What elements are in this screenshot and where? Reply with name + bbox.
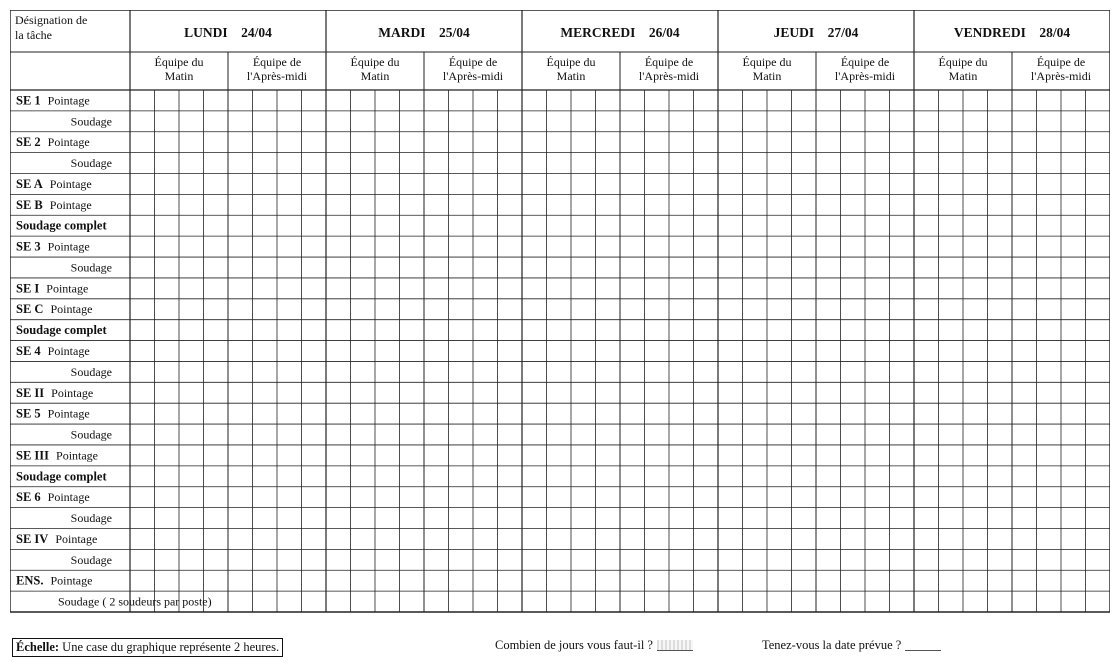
shift-afternoon-header: Équipe de	[644, 55, 694, 69]
task-label: Pointage	[46, 281, 89, 296]
shift-afternoon-header: Équipe de	[252, 55, 302, 69]
shift-afternoon-header-line2: l'Après-midi	[638, 69, 700, 83]
task-label: Soudage	[70, 114, 112, 129]
task-designation-header-line2: la tâche	[15, 28, 52, 42]
shift-afternoon-header-line2: l'Après-midi	[1030, 69, 1092, 83]
task-label: Pointage	[47, 344, 90, 358]
task-label: Pointage	[47, 490, 90, 505]
task-code: SE 5	[16, 406, 41, 421]
task-code: SE III	[16, 448, 50, 463]
shift-afternoon-header-line2: l'Après-midi	[246, 69, 308, 83]
day-header: MERCREDI 26/04	[560, 25, 680, 40]
day-header: LUNDI 24/04	[184, 25, 272, 40]
task-label: Soudage	[70, 552, 112, 567]
question-days-text: Combien de jours vous faut-il ?	[495, 638, 653, 652]
task-label: Pointage	[56, 448, 99, 463]
shift-afternoon-header: Équipe de	[1036, 55, 1086, 69]
scale-note	[12, 638, 283, 657]
task-label: Pointage	[47, 239, 90, 254]
task-code: SE II	[16, 385, 45, 400]
task-code: ENS.	[16, 573, 44, 588]
shift-morning-header: Équipe du	[154, 55, 204, 69]
shift-afternoon-header: Équipe de	[840, 55, 890, 69]
planning-grid	[10, 10, 1110, 622]
shift-afternoon-header: Équipe de	[448, 55, 498, 69]
day-header: JEUDI 27/04	[773, 25, 859, 40]
shift-morning-header-line2: Matin	[360, 69, 390, 83]
day-header: VENDREDI 28/04	[953, 25, 1071, 40]
task-code: Soudage complet	[16, 218, 107, 233]
task-label: Pointage	[49, 197, 92, 212]
task-label: Pointage	[51, 385, 94, 400]
task-label: Soudage	[70, 156, 112, 171]
task-label: Pointage	[47, 93, 90, 108]
task-label-long: Soudage ( 2 soudeurs par poste)	[58, 594, 212, 609]
date-answer-field[interactable]	[905, 640, 941, 651]
task-label: Pointage	[47, 135, 90, 150]
shift-afternoon-header-line2: l'Après-midi	[834, 69, 896, 83]
task-label: Pointage	[47, 406, 90, 421]
shift-morning-header-line2: Matin	[948, 69, 978, 83]
task-label: Soudage	[70, 511, 112, 526]
task-label: Pointage	[49, 176, 92, 191]
task-code: SE C	[16, 302, 44, 317]
shift-morning-header: Équipe du	[546, 55, 596, 69]
task-code: SE 2	[16, 135, 41, 150]
task-code: SE I	[16, 281, 40, 296]
task-code: SE 6	[16, 490, 41, 505]
task-code: SE IV	[16, 531, 49, 546]
shift-afternoon-header-line2: l'Après-midi	[442, 69, 504, 83]
task-label: Pointage	[55, 531, 98, 546]
scale-text: Une case du graphique représente 2 heures.	[62, 640, 280, 654]
task-code: Soudage complet	[16, 323, 107, 338]
shift-morning-header-line2: Matin	[164, 69, 194, 83]
scale-label: Échelle:	[16, 640, 60, 654]
shift-morning-header: Équipe du	[742, 55, 792, 69]
shift-morning-header-line2: Matin	[752, 69, 782, 83]
shift-morning-header: Équipe du	[350, 55, 400, 69]
question-days	[495, 638, 693, 653]
task-label: Pointage	[50, 302, 93, 317]
task-code: SE 3	[16, 239, 41, 254]
shift-morning-header: Équipe du	[938, 55, 988, 69]
day-header: MARDI 25/04	[378, 25, 470, 40]
planning-sheet	[10, 10, 1110, 622]
task-label: Soudage	[70, 260, 112, 275]
days-answer-field[interactable]	[657, 640, 693, 651]
shift-morning-header-line2: Matin	[556, 69, 586, 83]
task-code: SE 4	[16, 344, 41, 358]
task-code: SE B	[16, 197, 43, 212]
task-code: SE A	[16, 176, 43, 191]
task-designation-header: Désignation de	[15, 13, 88, 27]
task-code: Soudage complet	[16, 469, 107, 484]
task-label: Soudage	[70, 427, 112, 442]
question-date	[762, 638, 941, 653]
task-label: Soudage	[70, 364, 112, 379]
task-label: Pointage	[50, 573, 93, 588]
question-date-text: Tenez-vous la date prévue ?	[762, 638, 902, 652]
task-code: SE 1	[16, 93, 41, 108]
